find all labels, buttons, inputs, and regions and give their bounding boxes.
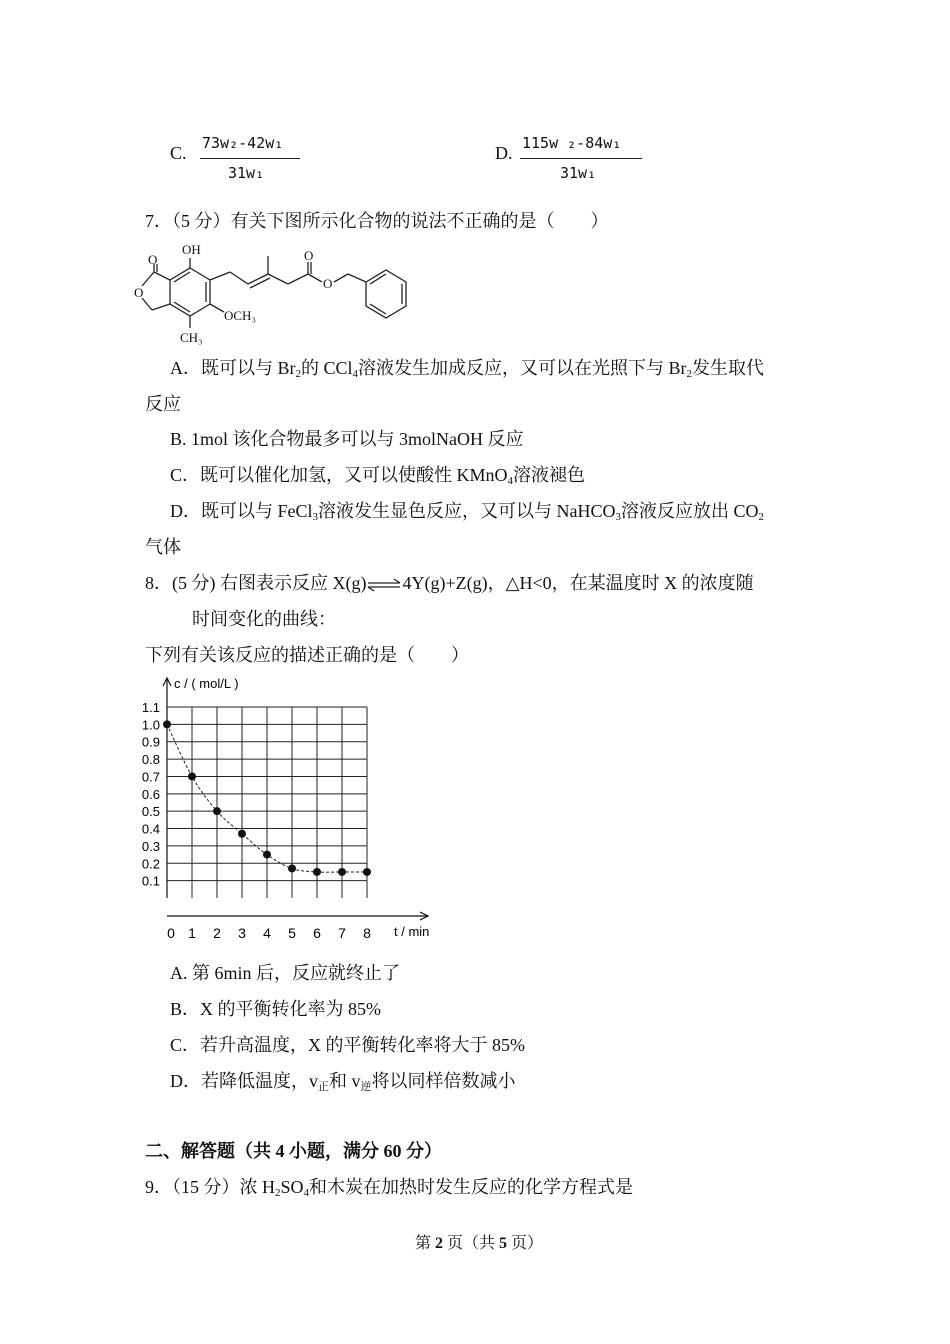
y-tick-label: 0.6: [141, 786, 160, 802]
y-tick-label: 0.4: [141, 821, 160, 837]
y-tick-label: 0.1: [141, 873, 160, 889]
ester-carbonyl-o-label: O: [304, 248, 314, 263]
data-point: [288, 864, 296, 872]
q6-option-c-label: C.: [170, 143, 187, 163]
q6-option-c-fraction-bar: [200, 158, 300, 159]
q8-prompt: 下列有关该反应的描述正确的是（ ）: [145, 645, 469, 665]
benzene-ring-core: [170, 268, 210, 316]
y-tick-label: 0.9: [141, 734, 160, 750]
ch3-label: CH₃: [180, 330, 203, 345]
q7-option-a-line1: A．既可以与 $Br_2$的 CCl$_4$溶液发生加成反应，又可以在光照下与 $Br_2$发生取代: [170, 358, 765, 380]
x-tick-label: 5: [288, 925, 296, 941]
data-point: [313, 868, 321, 876]
q6-option-d-numerator: 115w ₂-84w₁: [522, 134, 622, 152]
chart-axes: [163, 678, 428, 920]
x-tick-label: 2: [213, 925, 221, 941]
q8-option-b: B．X 的平衡转化率为 85%: [170, 999, 381, 1019]
page-footer: 第 2 页（共 5 页）: [415, 1235, 544, 1252]
x-tick-label: 4: [263, 925, 271, 941]
och3-label: OCH₃: [224, 308, 256, 323]
q7-stem: 7．（5 分）有关下图所示化合物的说法不正确的是（ ）: [145, 211, 609, 231]
q7-option-c: C．既可以催化加氢，又可以使酸性 KMnO$_4$溶液褪色: [170, 465, 586, 487]
data-point: [338, 868, 346, 876]
y-tick-label: 1.1: [141, 700, 160, 715]
ring-o-label: O: [134, 285, 144, 300]
x-axis-label: t / min: [394, 924, 430, 939]
x-tick-label: 8: [363, 925, 371, 941]
data-point: [263, 851, 271, 859]
page-number: 2: [435, 1235, 444, 1252]
q7-option-b: B. 1mol 该化合物最多可以与 3molNaOH 反应: [170, 429, 524, 449]
y-axis-label: c / ( mol/L ): [174, 676, 239, 691]
q7-option-d-line2: 气体: [145, 537, 181, 557]
chart-tick-labels: [142, 700, 371, 941]
q6-option-d-denominator: 31w₁: [560, 164, 597, 182]
q8-option-a: A. 第 6min 后，反应就终止了: [170, 963, 401, 983]
data-point: [188, 772, 196, 780]
data-point: [238, 830, 246, 838]
y-tick-label: 1.0: [141, 717, 160, 733]
q9-stem: 9．（15 分）浓 $H_2SO_4$和木炭在加热时发生反应的化学方程式是: [145, 1177, 634, 1199]
q8-option-c: C．若升高温度，X 的平衡转化率将大于 85%: [170, 1035, 525, 1055]
q6-option-c-denominator: 31w₁: [228, 164, 265, 182]
carbonyl-o-label: O: [148, 252, 158, 267]
x-tick-label: 0: [167, 925, 175, 941]
q6-option-c-numerator: 73w₂-42w₁: [202, 134, 284, 152]
oh-label: OH: [182, 242, 201, 257]
x-tick-label: 7: [338, 925, 346, 941]
x-tick-label: 6: [313, 925, 321, 941]
data-point: [213, 807, 221, 815]
q6-option-d-fraction-bar: [520, 158, 642, 159]
page-total: 5: [499, 1235, 508, 1252]
benzyl-ring: [366, 270, 406, 318]
q7-structure-diagram: [130, 236, 420, 348]
y-tick-label: 0.7: [141, 769, 160, 785]
q8-stem-line1: 8．(5 分) 右图表示反应 X(g) 4Y(g)+Z(g)，△H<0，在某温度时 X 的浓度随: [145, 573, 754, 593]
x-tick-label: 3: [238, 925, 246, 941]
section-2-title: 二、解答题（共 4 小题，满分 60 分）: [145, 1141, 442, 1161]
q7-option-d-line1: D．既可以与 FeCl$_3$溶液发生显色反应，又可以与 NaHCO$_3$溶液反应放出 $CO_2$: [170, 501, 765, 523]
y-tick-label: 0.8: [141, 752, 160, 768]
equilibrium-arrow-icon: [366, 578, 402, 592]
y-tick-label: 0.2: [141, 856, 160, 872]
q8-option-d: D．若降低温度，$v_正$和 $v_逆$将以同样倍数减小: [170, 1071, 516, 1093]
chart-grid: [167, 707, 367, 898]
data-point: [363, 868, 371, 876]
y-tick-label: 0.3: [141, 838, 160, 854]
ester-o-label: O: [323, 276, 333, 291]
y-tick-label: 0.5: [141, 804, 160, 820]
q8-stem-line2: 时间变化的曲线：: [192, 609, 336, 629]
q6-option-d-label: D.: [495, 143, 513, 163]
data-point: [163, 720, 171, 728]
x-tick-label: 1: [188, 925, 196, 941]
concentration-time-chart: [130, 670, 450, 950]
q7-option-a-line2: 反应: [145, 394, 181, 414]
